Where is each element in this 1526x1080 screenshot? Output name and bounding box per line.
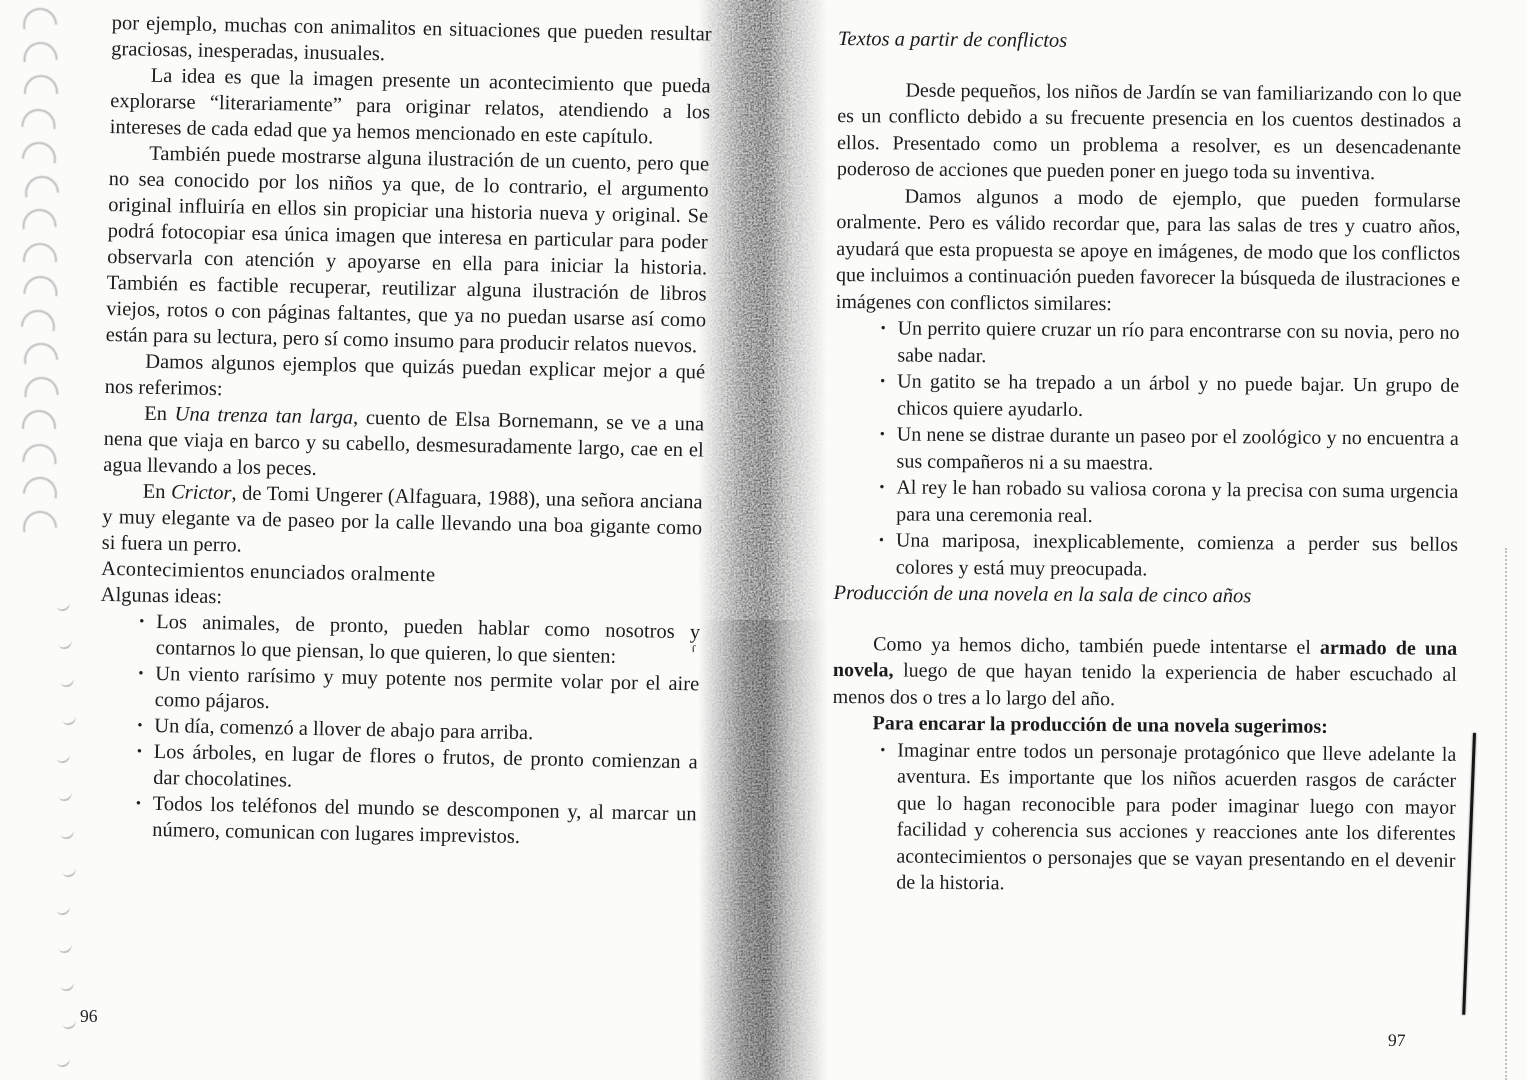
text-segment: Una trenza tan larga xyxy=(174,403,354,429)
binding-hole-mark xyxy=(22,341,58,365)
text-segment: por ejemplo, muchas con animalitos en situaciones que pueden resultar graciosas, inesperadas, inusuales. xyxy=(111,11,712,66)
page-number: 96 xyxy=(80,1006,98,1026)
page-number: 97 xyxy=(1387,1029,1406,1051)
binding-hole-mark xyxy=(22,140,58,164)
text-segment: Para encarar la producción de una novela sugerimos: xyxy=(872,712,1328,738)
paragraph xyxy=(837,76,1462,187)
text-segment: armado de una novela, xyxy=(832,636,1458,682)
binding-hole-mark xyxy=(57,788,74,803)
binding-hole-mark xyxy=(23,475,59,499)
bullet-item: • Al rey le han robado su valiosa corona y la precisa con suma urgencia para una ceremonia real. xyxy=(896,474,1458,531)
bullet-item: • Los animales, de pronto, pueden hablar como nosotros y contarnos lo que piensan, lo que quieren, lo que sienten: xyxy=(156,609,701,671)
binding-hole-mark xyxy=(21,208,56,229)
bullet-list xyxy=(96,608,700,853)
text-segment: , de Tomi Ungerer (Alfaguara, 1988), una señora anciana y muy elegante va de paseo por la calle llevando una boa gigante como si fuera un perro. xyxy=(101,482,703,557)
binding-hole-mark xyxy=(21,107,56,128)
binding-hole-mark xyxy=(61,864,78,879)
gutter-shadow-band xyxy=(698,0,828,1080)
right-page xyxy=(831,26,1462,900)
binding-hole-mark xyxy=(61,1016,78,1031)
binding-holes-strip xyxy=(0,0,90,1080)
binding-hole-mark xyxy=(55,598,72,613)
bullet-item: • Un viento rarísimo y muy potente nos permite volar por el aire como pájaros. xyxy=(155,661,700,723)
bullet-list xyxy=(834,315,1460,585)
bullet-item: • Un día, comenzó a llover de abajo para arriba. xyxy=(154,713,698,749)
bullet-list xyxy=(831,736,1456,900)
bullet-item: • Los árboles, en lugar de flores o frutos, de pronto comienzan a dar chocolatines. xyxy=(153,739,698,801)
binding-hole-mark xyxy=(59,978,76,993)
bullet-item: • Una mariposa, inexplicablemente, comienza a perder sus bellos colores y está muy preocupada. xyxy=(896,527,1458,584)
text-segment: Desde pequeños, los niños de Jardín se van familiarizando con lo que es un conflicto debido a su frecuente presencia en los cuentos destinados a ellos. Presentado como un problema a resolver, es un desencadenante poderoso de acciones que pueden poner en juego toda su inventiva. xyxy=(836,79,1462,185)
text-segment: En xyxy=(142,480,172,504)
gutter-grain-texture xyxy=(698,0,828,1080)
section-heading: Acontecimientos enunciados oralmente xyxy=(101,557,436,587)
binding-hole-mark xyxy=(23,243,57,262)
binding-hole-mark xyxy=(55,1054,72,1069)
ideas-label: Algunas ideas: xyxy=(100,583,223,609)
binding-hole-mark xyxy=(21,6,57,30)
text-segment: , cuento de Elsa Bornemann, se ve a una nena que viaja en barco y su cabello, desmesuradamente largo, cae en el agua llevando a los peces. xyxy=(103,406,705,481)
binding-hole-mark xyxy=(57,940,74,955)
bullet-item: • Un perrito quiere cruzar un río para encontrarse con su novia, pero no sabe nadar. xyxy=(897,315,1459,372)
paragraph xyxy=(110,62,711,152)
binding-hole-mark xyxy=(57,636,74,651)
ink-mark: ɾ xyxy=(689,640,698,657)
paragraph xyxy=(102,478,703,568)
text-segment: Damos algunos ejemplos que quizás puedan explicar mejor a qué nos referimos: xyxy=(104,350,706,401)
bullet-item: • Un nene se distrae durante un paseo por el zoológico y no encuentra a sus compañeros ni a su maestra. xyxy=(896,421,1458,478)
paragraph xyxy=(836,182,1461,319)
paragraph xyxy=(833,630,1458,714)
binding-hole-mark xyxy=(22,410,56,429)
binding-hole-mark xyxy=(55,902,72,917)
binding-hole-mark xyxy=(59,826,76,841)
text-segment: luego de que hayan tenido la experiencia de haber escuchado al menos dos o tres a lo largo del año. xyxy=(832,659,1458,710)
binding-hole-mark xyxy=(22,442,57,463)
binding-hole-mark xyxy=(22,40,57,61)
binding-hole-mark xyxy=(59,674,76,689)
binding-hole-mark xyxy=(21,508,57,532)
text-segment: También puede mostrarse alguna ilustración de un cuento, pero que no sea conocido por los niños ya que, de lo contrario, el argumento original influiría en ellos sin propiciar una historia nueva y original. Se podrá fotocopiar esa única imagen que interesa en particular para poder observarla con atención y apoyarse en ella para iniciar la historia. También es factible recuperar, reutilizar alguna ilustración de libros viejos, rotos o con páginas faltantes, que ya no puedan usarse así como están para su lectura, pero sí como insumo para producir relatos nuevos. xyxy=(105,142,710,358)
page-gutter-shadow xyxy=(698,0,828,1080)
binding-hole-mark xyxy=(23,375,58,396)
binding-hole-mark xyxy=(21,307,57,331)
bullet-item: • Todos los teléfonos del mundo se descomponen y, al marcar un número, comunican con lugares imprevistos. xyxy=(152,791,697,853)
binding-hole-mark xyxy=(61,712,78,727)
scan-edge-line xyxy=(1462,733,1476,1015)
section-heading: Textos a partir de conflictos xyxy=(837,27,1068,52)
left-page xyxy=(96,10,712,853)
bullet-item: • Imaginar entre todos un personaje protagónico que lleve adelante la aventura. Es importante que los niños acuerden rasgos de carácter que lo hagan reconocible para poder imaginar luego con mayor facilidad y coherencia sus acciones y reacciones ante los diferentes acontecimientos o personajes que se vayan presentando en el devenir de la historia. xyxy=(896,737,1456,900)
paragraph xyxy=(103,400,704,490)
bullet-item: • Un gatito se ha trepado a un árbol y no puede bajar. Un grupo de chicos quiere ayudarlo. xyxy=(897,368,1459,425)
scan-edge-dotted-line xyxy=(1505,548,1507,1080)
binding-hole-mark xyxy=(23,275,58,296)
text-segment: Crictor xyxy=(170,481,232,505)
section-heading: Producción de una novela en la sala de cinco años xyxy=(833,581,1252,608)
text-segment: Damos algunos a modo de ejemplo, que pueden formularse oralmente. Pero es válido recordar que, para las salas de tres y cuatro años, ayudará que esta propuesta se apoye en imágenes, de modo que los conflictos que incluimos a continuación pueden favorecer la búsqueda de ilustraciones e imágenes con conflictos similares: xyxy=(835,185,1461,315)
text-segment: Como ya hemos dicho, también puede intentarse el xyxy=(873,632,1321,659)
paragraph xyxy=(106,140,710,359)
text-segment: En xyxy=(144,402,175,426)
binding-hole-mark xyxy=(55,750,72,765)
text-segment: La idea es que la imagen presente un acontecimiento que pueda explorarse “literariamente” para originar relatos, atendiendo a los intereses de cada edad que ya hemos mencionado en este capítulo. xyxy=(109,64,711,149)
binding-hole-mark xyxy=(23,173,59,197)
binding-hole-mark xyxy=(24,75,58,94)
